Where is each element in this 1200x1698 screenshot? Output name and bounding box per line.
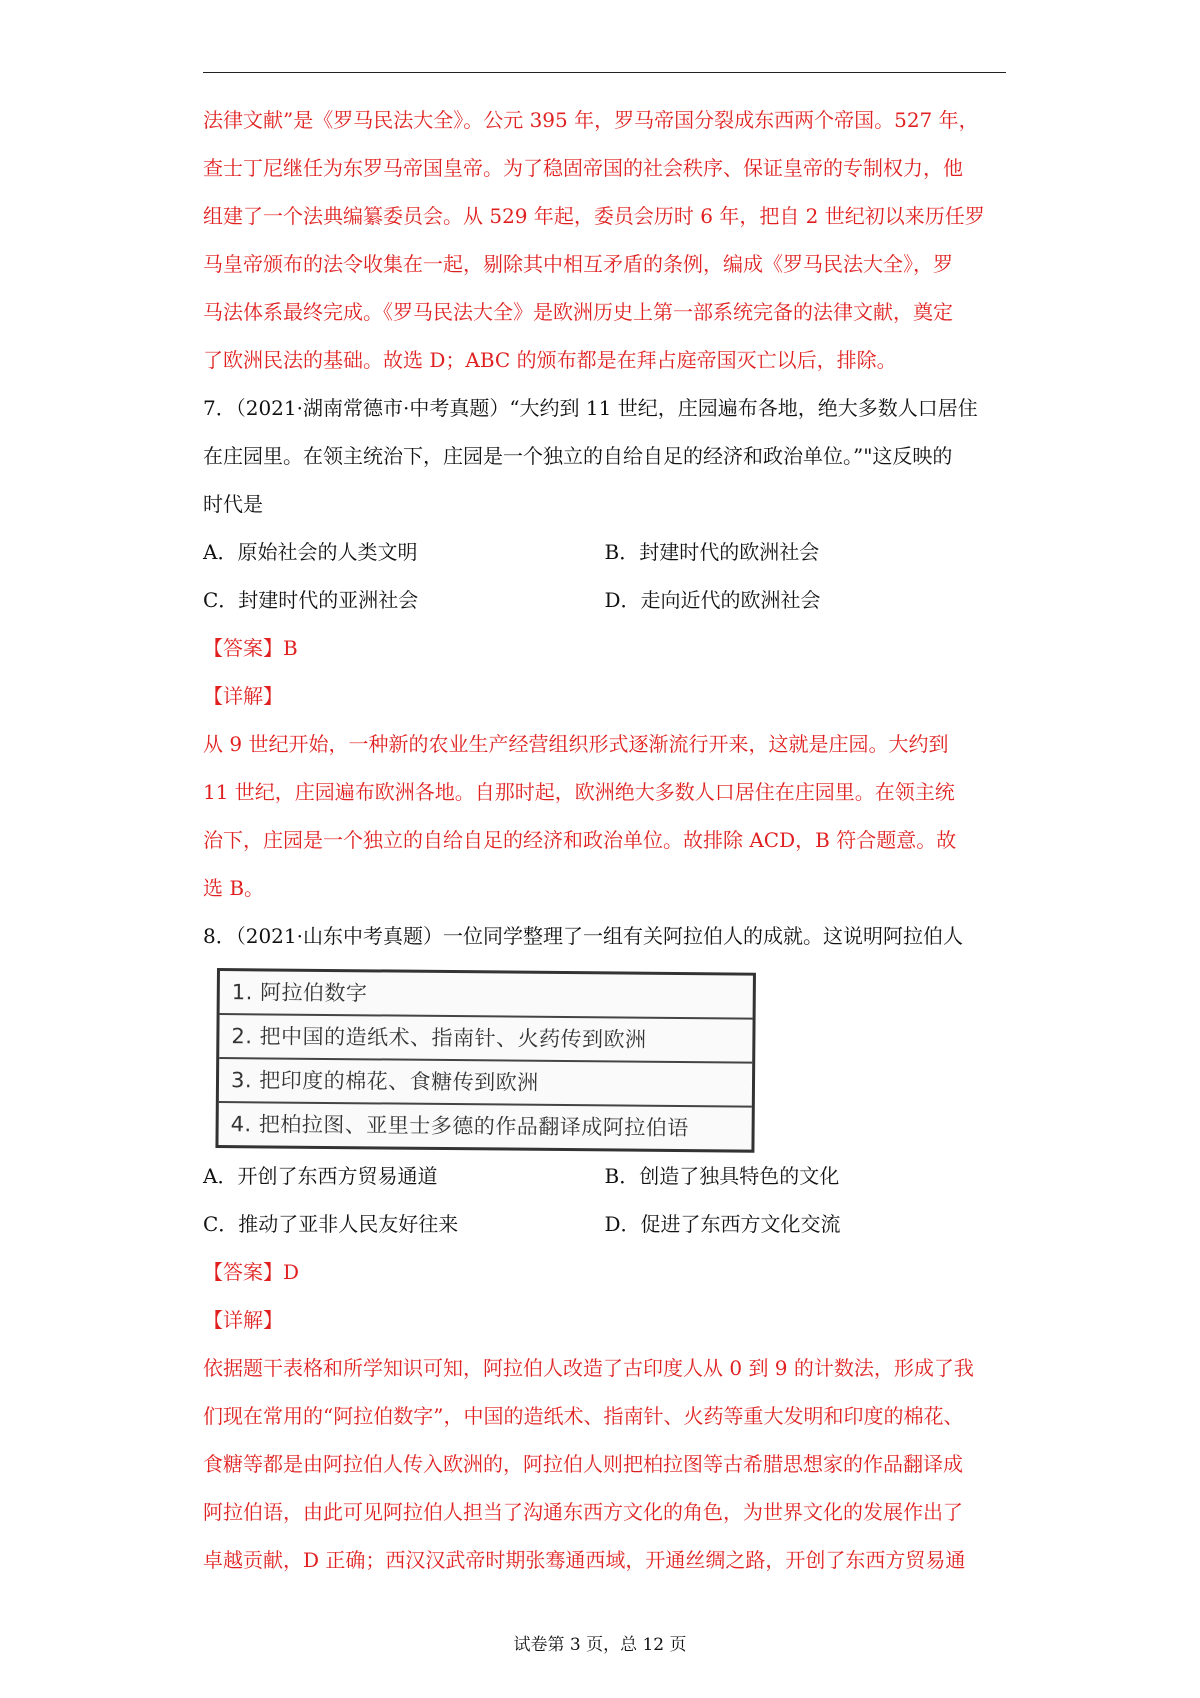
option-b: B．创造了独具特色的文化 [604, 1164, 840, 1188]
table-row: 3. 把印度的棉花、食糖传到欧洲 [219, 1059, 752, 1108]
option-b: B．封建时代的欧洲社会 [604, 540, 820, 564]
explain-label: 【详解】 [203, 684, 283, 708]
explanation-line: 马法体系最终完成。《罗马民法大全》是欧洲历史上第一部系统完备的法律文献，奠定 [203, 300, 953, 324]
explanation-line: 食糖等都是由阿拉伯人传入欧洲的，阿拉伯人则把柏拉图等古希腊思想家的作品翻译成 [203, 1452, 963, 1476]
explanation-line: 马皇帝颁布的法令收集在一起，剔除其中相互矛盾的条例，编成《罗马民法大全》，罗 [203, 252, 953, 276]
answer-label: 【答案】 [203, 636, 283, 660]
options-row [203, 1152, 1006, 1200]
options-row [203, 576, 1006, 624]
answer-value: B [283, 636, 298, 660]
option-a: A．原始社会的人类文明 [203, 540, 418, 564]
option-d: D．促进了东西方文化交流 [604, 1212, 841, 1236]
previous-explanation [203, 96, 1006, 384]
page-content [203, 96, 1006, 1584]
table-row: 2. 把中国的造纸术、指南针、火药传到欧洲 [219, 1015, 752, 1064]
option-d: D．走向近代的欧洲社会 [604, 588, 821, 612]
options-row [203, 1200, 1006, 1248]
question-stem: 时代是 [203, 492, 263, 516]
explanation-line: 11 世纪，庄园遍布欧洲各地。自那时起，欧洲绝大多数人口居住在庄园里。在领主统 [203, 780, 955, 804]
option-c: C．封建时代的亚洲社会 [203, 588, 419, 612]
answer-label: 【答案】 [203, 1260, 283, 1284]
explanation-line: 阿拉伯语，由此可见阿拉伯人担当了沟通东西方文化的角色，为世界文化的发展作出了 [203, 1500, 963, 1524]
explanation-line: 法律文献”是《罗马民法大全》。公元 395 年，罗马帝国分裂成东西两个帝国。527 年， [203, 108, 979, 132]
explain-label: 【详解】 [203, 1308, 283, 1332]
answer-line [203, 624, 1006, 672]
explanation-line: 依据题干表格和所学知识可知，阿拉伯人改造了古印度人从 0 到 9 的计数法，形成了我 [203, 1356, 974, 1380]
question-stem: 在庄园里。在领主统治下，庄园是一个独立的自给自足的经济和政治单位。”"这反映的 [203, 444, 953, 468]
option-a: A．开创了东西方贸易通道 [203, 1164, 438, 1188]
explanation-line: 从 9 世纪开始，一种新的农业生产经营组织形式逐渐流行开来，这就是庄园。大约到 [203, 732, 949, 756]
question-8 [203, 912, 1006, 1584]
question-stem: 7．（2021·湖南常德市·中考真题）“大约到 11 世纪，庄园遍布各地，绝大多数人口居住 [203, 396, 978, 420]
explanation-line: 选 B。 [203, 876, 265, 900]
table-row: 4. 把柏拉图、亚里士多德的作品翻译成阿拉伯语 [230, 1112, 689, 1141]
explanation-line: 组建了一个法典编纂委员会。从 529 年起，委员会历时 6 年，把自 2 世纪初以来历任罗 [203, 204, 985, 228]
achievements-table [215, 968, 756, 1153]
option-c: C．推动了亚非人民友好往来 [203, 1212, 459, 1236]
explanation-line: 卓越贡献，D 正确；西汉汉武帝时期张骞通西域，开通丝绸之路，开创了东西方贸易通 [203, 1548, 966, 1572]
answer-value: D [283, 1260, 300, 1284]
explanation-line: 查士丁尼继任为东罗马帝国皇帝。为了稳固帝国的社会秩序、保证皇帝的专制权力，他 [203, 156, 963, 180]
header-rule [203, 72, 1006, 73]
question-stem: 8．（2021·山东中考真题）一位同学整理了一组有关阿拉伯人的成就。这说明阿拉伯人 [203, 924, 963, 948]
explanation-line: 治下，庄园是一个独立的自给自足的经济和政治单位。故排除 ACD，B 符合题意。故 [203, 828, 957, 852]
explanation-line: 了欧洲民法的基础。故选 D；ABC 的颁布都是在拜占庭帝国灭亡以后，排除。 [203, 348, 897, 372]
question-7 [203, 384, 1006, 912]
page-footer: 试卷第 3 页，总 12 页 [513, 1635, 687, 1655]
options-row [203, 528, 1006, 576]
explanation-line: 们现在常用的“阿拉伯数字”，中国的造纸术、指南针、火药等重大发明和印度的棉花、 [203, 1404, 964, 1428]
answer-line [203, 1248, 1006, 1296]
table-row: 1. 阿拉伯数字 [220, 971, 753, 1020]
